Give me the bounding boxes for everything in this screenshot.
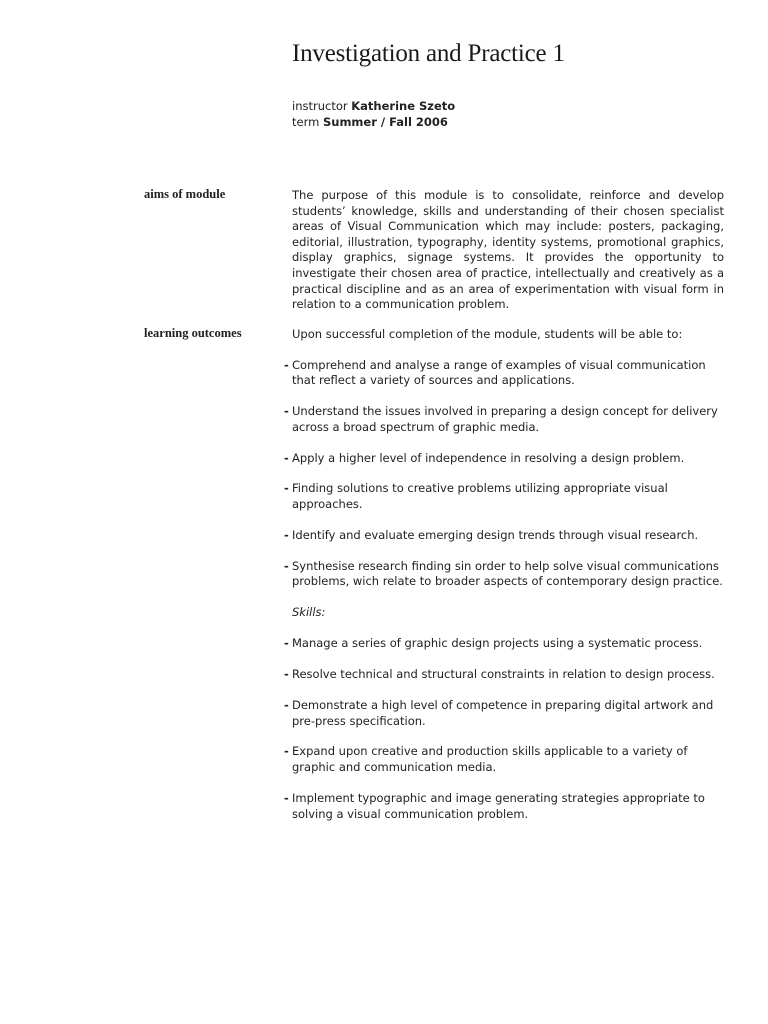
list-item-text: Understand the issues involved in preparing a design concept for delivery across a broad spectrum of graphic media. [292,404,718,434]
list-item [284,698,726,729]
list-item [284,451,726,467]
list-item [284,791,726,822]
list-item [284,481,726,512]
list-item-text: Resolve technical and structural constraints in relation to design process. [292,667,715,682]
bullet-dash: - [284,527,289,542]
list-item-text: Implement typographic and image generating strategies appropriate to solving a visual communication problem. [292,790,705,821]
list-item-text: Identify and evaluate emerging design trends through visual research. [292,527,699,542]
page-title: Investigation and Practice 1 [292,40,565,67]
instructor-name: Katherine Szeto [351,99,456,113]
list-item-text: Expand upon creative and production skills applicable to a variety of graphic and communication media. [292,744,688,775]
bullet-dash: - [284,404,289,419]
list-item [284,667,726,683]
term-value: Summer / Fall 2006 [322,115,448,129]
bullet-dash: - [284,744,289,759]
bullet-dash: - [284,357,289,372]
term-label: term [292,115,320,129]
list-item-text: Comprehend and analyse a range of examples of visual communication that reflect a variety of sources and applications. [292,357,706,388]
list-item [284,744,726,775]
skills-heading: Skills: [292,605,326,620]
bullet-dash: - [284,450,289,465]
outcomes-intro: Upon successful completion of the module, students will be able to: [292,327,683,341]
list-item [284,358,726,389]
list-item-text: Finding solutions to creative problems utilizing appropriate visual approaches. [292,481,668,512]
list-item [284,528,726,544]
aims-paragraph: The purpose of this module is to consolidate, reinforce and develop students’ knowledge, skills and understanding of their chosen specialist areas of Visual Communication which may include: posters, packaging, editorial, illustration, typography, identity systems, promotional graphics, display graphics, signage systems. It provides the opportunity to investigate their chosen area of practice, intellectually and creatively as a practical discipline and as an area of experimentation with visual form in relation to a communication problem. [292,188,724,312]
term-line [292,114,455,130]
course-meta [292,98,455,130]
outcomes-section-label: learning outcomes [144,326,242,340]
list-item [284,636,726,652]
instructor-label: instructor [292,99,348,113]
bullet-dash: - [284,558,289,573]
list-item-text: Apply a higher level of independence in resolving a design problem. [292,450,685,465]
instructor-line [292,98,455,114]
list-item-text: Synthesise research finding sin order to help solve visual communications problems, wich relate to broader aspects of contemporary design practice. [292,558,723,589]
bullet-dash: - [284,667,289,682]
outcomes-section [284,327,726,837]
list-item [284,559,726,590]
bullet-dash: - [284,636,289,651]
bullet-dash: - [284,697,289,712]
bullet-dash: - [284,481,289,496]
list-item [284,404,726,435]
aims-section-label: aims of module [144,187,226,201]
list-item-text: Manage a series of graphic design projects using a systematic process. [292,636,703,651]
skills-list [284,636,726,822]
bullet-dash: - [284,790,289,805]
list-item-text: Demonstrate a high level of competence in preparing digital artwork and pre-press specification. [292,697,714,728]
outcomes-list [284,358,726,590]
